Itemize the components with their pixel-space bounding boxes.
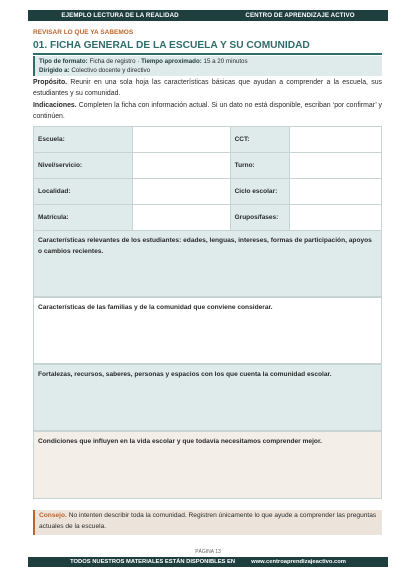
tip-text: No intenten describir toda la comunidad. Registren únicamente lo que ayude a comprender las preguntas actuales de la escuela. (39, 512, 377, 530)
tip-label: Consejo. (39, 512, 67, 519)
purpose-text: Reunir en una sola hoja las características básicas que ayudan a comprender a la escuela, sus estudiantes y su comunidad. (33, 79, 382, 97)
school-info-table (33, 126, 382, 231)
shift-field[interactable] (289, 153, 381, 179)
format-value: Ficha de registro (89, 58, 136, 65)
enrollment-field[interactable] (133, 205, 230, 231)
cct-field[interactable] (289, 127, 381, 153)
shift-label: Turno: (230, 153, 289, 179)
cct-label: CCT: (230, 127, 289, 153)
instructions-label: Indicaciones. (33, 102, 77, 109)
footer-link[interactable]: www.centroaprendizajeactivo.com (251, 559, 346, 565)
school-year-field[interactable] (289, 179, 381, 205)
page-number: PÁGINA 13 (195, 549, 221, 555)
level-field[interactable] (133, 153, 230, 179)
students-box-prompt: Características relevantes de los estudiantes: edades, lenguas, intereses, formas de participación, apoyos o cambios recientes. (38, 237, 372, 255)
format-info-box (33, 56, 382, 76)
page-title: 01. FICHA GENERAL DE LA ESCUELA Y SU COMUNIDAD (33, 40, 310, 51)
footer-text: TODOS NUESTROS MATERIALES ESTÁN DISPONIBLES EN (70, 559, 236, 565)
table-row (34, 153, 382, 179)
strengths-box-prompt: Fortalezas, recursos, saberes, personas y espacios con los que cuenta la comunidad escolar. (38, 371, 332, 378)
format-label: Tipo de formato: (39, 58, 88, 65)
groups-label: Grupos/fases: (230, 205, 289, 231)
title-underline (33, 53, 382, 55)
table-row (34, 205, 382, 231)
info-separator: · (137, 58, 140, 65)
locality-label: Localidad: (34, 179, 133, 205)
conditions-box[interactable] (33, 431, 382, 499)
time-value: 15 a 20 minutos (203, 58, 248, 65)
time-label: Tiempo aproximado: (141, 58, 202, 65)
instructions-paragraph (33, 101, 382, 123)
school-year-label: Ciclo escolar: (230, 179, 289, 205)
conditions-box-prompt: Condiciones que influyen en la vida escolar y que todavía necesitamos comprender mejor. (38, 438, 322, 445)
header-bar (28, 10, 388, 21)
table-row (34, 127, 382, 153)
purpose-label: Propósito. (33, 79, 68, 86)
groups-field[interactable] (289, 205, 381, 231)
instructions-text: Completen la ficha con información actual. Si un dato no está disponible, escriban ‘por confirmar’ y continúen. (33, 102, 382, 120)
audience-value: Colectivo docente y directivo (71, 67, 151, 74)
level-label: Nivel/servicio: (34, 153, 133, 179)
locality-field[interactable] (133, 179, 230, 205)
purpose-paragraph (33, 78, 382, 100)
tip-box (33, 510, 382, 535)
school-label: Escuela: (34, 127, 133, 153)
header-left-text: EJEMPLO LECTURA DE LA REALIDAD (61, 12, 179, 19)
enrollment-label: Matrícula: (34, 205, 133, 231)
families-box-prompt: Características de las familias y de la comunidad que conviene considerar. (38, 304, 273, 311)
students-box[interactable] (33, 230, 382, 297)
audience-label: Dirigido a: (39, 67, 70, 74)
families-box[interactable] (33, 297, 382, 364)
strengths-box[interactable] (33, 364, 382, 431)
header-right-text: CENTRO DE APRENDIZAJE ACTIVO (245, 12, 355, 19)
table-row (34, 179, 382, 205)
footer-bar (28, 557, 388, 567)
section-tag: REVISAR LO QUE YA SABEMOS (33, 29, 134, 36)
school-field[interactable] (133, 127, 230, 153)
